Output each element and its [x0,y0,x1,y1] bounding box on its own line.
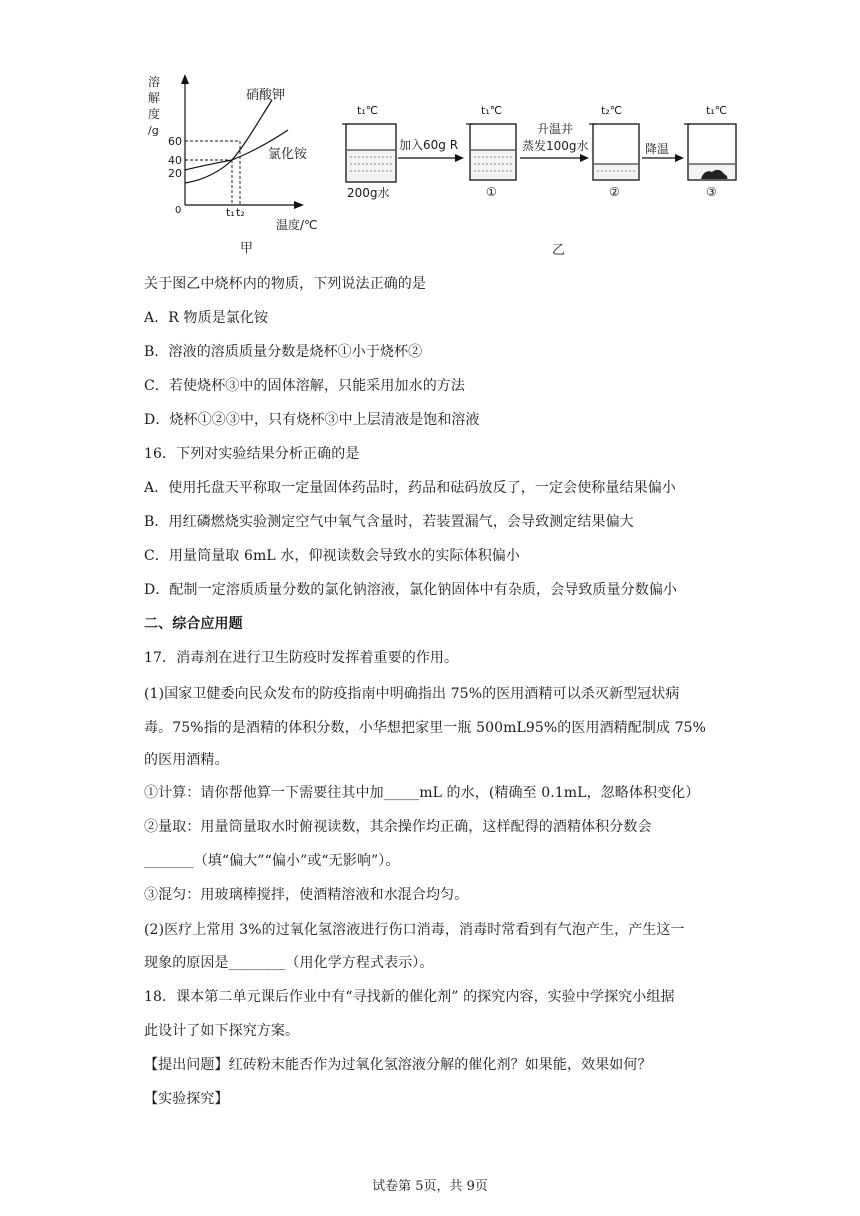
q17-step-calc: ①计算：请你帮他算一下需要往其中加_____mL 的水，(精确至 0.1mL，忽略体积变化） [144,785,700,801]
curve-potassium-nitrate [185,100,272,183]
question-18-stem: 此设计了如下探究方案。 [144,1023,300,1039]
y-tick-label: 60 [168,135,182,148]
beaker-2 [589,124,639,180]
q17-step-mix: ③混匀：用玻璃棒搅拌，使酒精溶液和水混合均匀。 [144,887,469,903]
curve-label-ammonium-chloride: 氯化铵 [268,147,308,162]
step-2-label-line-2: 蒸发100g水 [522,139,589,153]
y-axis-arrow [181,74,189,84]
step-1-label: 加入60g R [399,138,459,152]
y-tick-label: 40 [168,154,182,167]
q18-experiment-heading: 【实验探究】 [144,1091,229,1107]
option-b: B．用红磷燃烧实验测定空气中氧气含量时，若装置漏气，会导致测定结果偏大 [144,514,634,530]
q17-part2-line: (2)医疗上常用 3%的过氧化氢溶液进行伤口消毒，消毒时常看到有气泡产生，产生这一 [144,922,685,938]
figures-area [0,0,860,265]
step-2-label-line-1: 升温并 [537,122,574,136]
question-17-stem: 17．消毒剂在进行卫生防疫时发挥着重要的作用。 [144,650,459,666]
section-heading: 二、综合应用题 [144,616,243,632]
beaker-temp-label: t₁℃ [357,104,379,117]
question-18-stem: 18．课本第二单元课后作业中有“寻找新的催化剂” 的探究内容，实验中学探究小组据 [144,989,675,1005]
option-a: A．R 物质是氯化铵 [144,310,269,326]
q17-step-measure: ②量取：用量筒量取水时俯视读数，其余操作均正确，这样配得的酒精体积分数会 [144,819,652,835]
x-axis-label: 温度/℃ [276,218,318,232]
option-b: B．溶液的溶质质量分数是烧杯①小于烧杯② [144,344,423,360]
x-axis-arrow [294,201,304,209]
q17-part1-line: 的医用酒精。 [144,752,229,768]
beaker-1-mark: ① [486,185,497,199]
option-c: C．用量筒量取 6mL 水，仰视读数会导致水的实际体积偏小 [144,548,520,564]
beaker-process-yi [342,104,736,258]
beaker-temp-label: t₁℃ [481,104,503,117]
figure-caption-jia: 甲 [240,241,254,256]
option-d: D．配制一定溶质质量分数的氯化钠溶液，氯化钠固体中有杂质，会导致质量分数偏小 [144,582,678,598]
t1-label: t₁ [226,206,235,219]
q17-part1-line: (1)国家卫健委向民众发布的防疫指南中明确指出 75%的医用酒精可以杀灭新型冠状病 [144,686,680,702]
beaker-temp-label: t₁℃ [706,104,728,117]
page-footer: 试卷第 5页，共 9页 [372,1179,488,1194]
y-axis-label-char: /g [148,124,159,137]
q18-raise-question: 【提出问题】红砖粉末能否作为过氧化氢溶液分解的催化剂？如果能，效果如何？ [144,1057,652,1073]
beaker-1 [466,124,516,180]
question-15-stem: 关于图乙中烧杯内的物质，下列说法正确的是 [144,276,426,292]
q17-part1-line: 毒。75%指的是酒精的体积分数，小华想把家里一瓶 500mL95%的医用酒精配制成 75% [144,720,707,736]
solubility-chart-jia [148,74,318,256]
y-axis-label-char: 溶 [148,75,161,89]
option-c: C．若使烧杯③中的固体溶解，只能采用加水的方法 [144,378,466,394]
y-axis-label-char: 解 [148,91,161,105]
beaker-0 [342,124,396,182]
beaker-3-mark: ③ [706,185,717,199]
beaker-2-mark: ② [609,185,620,199]
y-tick-label: 20 [168,167,182,180]
beaker-0-liquid [347,150,395,181]
beaker-3 [684,124,736,180]
option-d: D．烧杯①②③中，只有烧杯③中上层清液是饱和溶液 [144,412,480,428]
question-16-stem: 16．下列对实验结果分析正确的是 [144,446,360,462]
option-a: A．使用托盘天平称取一定量固体药品时，药品和砝码放反了，一定会使称量结果偏小 [144,480,676,496]
t2-label: t₂ [236,206,245,219]
q17-part2-line: 现象的原因是________（用化学方程式表示）。 [144,955,434,971]
beaker-0-label: 200g水 [347,186,390,200]
origin-label: 0 [175,205,182,216]
beaker-temp-label: t₂℃ [601,104,623,117]
figure-caption-yi: 乙 [552,243,566,258]
curve-label-potassium-nitrate: 硝酸钾 [246,88,286,103]
y-axis-label-char: 度 [148,107,161,121]
step-3-label: 降温 [645,142,670,156]
q17-step-measure-blank: _______（填“偏大”“偏小”或“无影响”）。 [144,853,400,869]
